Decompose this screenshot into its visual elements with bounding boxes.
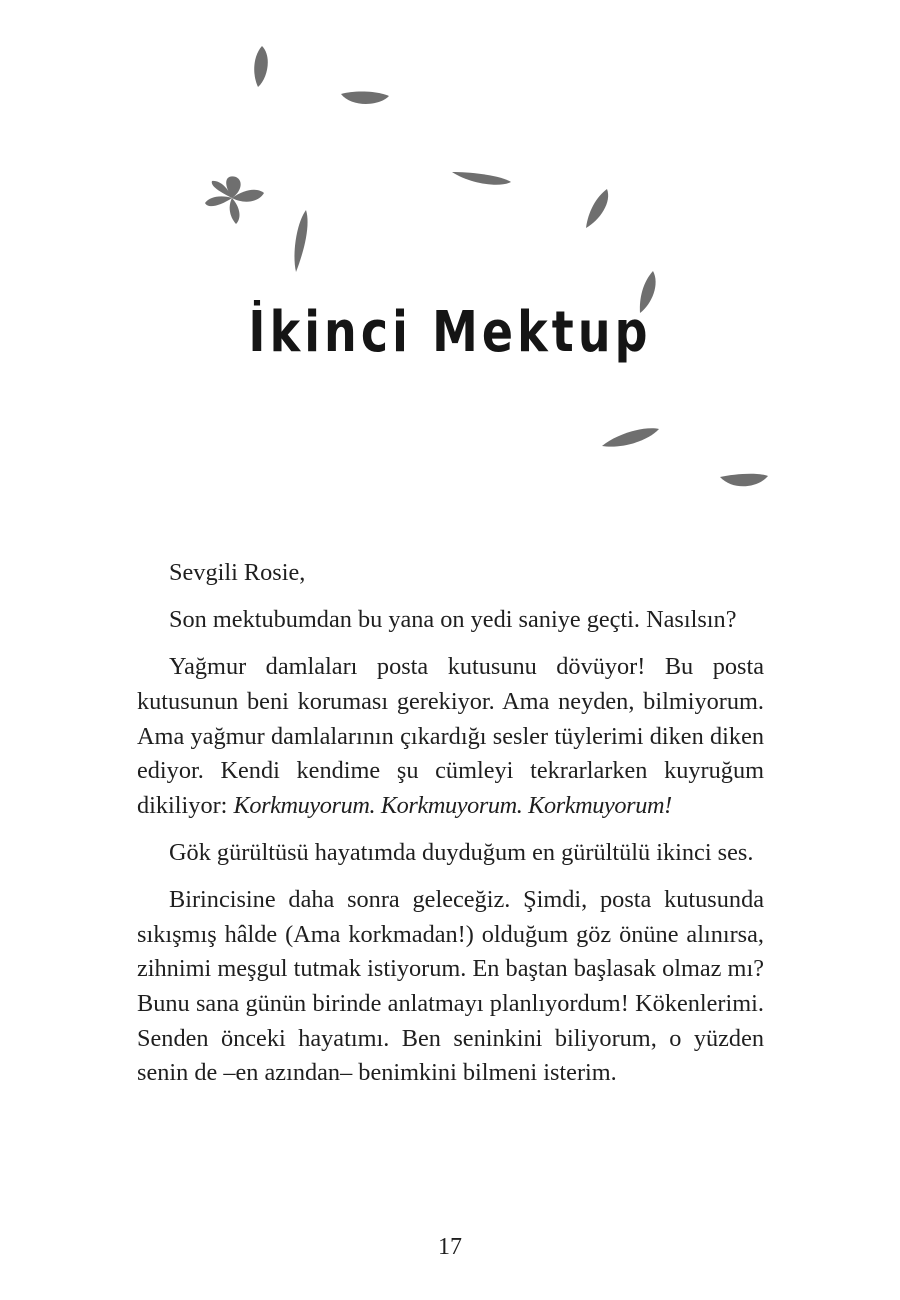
- paragraph-text: Yağmur damlaları posta kutusunu dövüyor! Bu posta kutusunun beni koruması gerekiyor. Ama neyden, bilmiyorum. Ama yağmur damlalarının çıkardığı sesler tüylerimi diken diken ediyor. Kendi kendime şu cümleyi tekrarlarken kuyruğum dikiliyor:: [137, 653, 764, 819]
- petal-icon: [254, 46, 268, 87]
- petal-icon: [452, 172, 511, 185]
- petal-icon: [602, 428, 659, 446]
- letter-greeting: Sevgili Rosie,: [169, 559, 306, 586]
- chapter-title: İkinci Mektup: [248, 300, 652, 365]
- petal-icon: [586, 189, 608, 228]
- flower-icon: [205, 176, 264, 224]
- paragraph: Birincisine daha sonra geleceğiz. Şimdi, posta kutusunda sıkışmış hâlde (Ama korkmadan!) olduğum göz önüne alınırsa, zihnimi meşgul tutmak istiyorum. En baştan başlasak olmaz mı? Bunu sana günün birinde anlatmayı planlıyordum! Kökenlerimi. Senden önceki hayatımı. Ben seninkini biliyorum, o yüzden senin de –en azından– benimkini bilmeni isterim.: [137, 886, 764, 1087]
- paragraph: Son mektubumdan bu yana on yedi saniye geçti. Nasılsın?: [169, 606, 737, 634]
- paragraph: [137, 650, 764, 823]
- petal-icon: [294, 210, 307, 272]
- falling-petals-icon: [0, 0, 900, 520]
- italic-phrase: Korkmuyorum. Korkmuyorum. Korkmuyorum!: [233, 791, 672, 819]
- paragraph: Gök gürültüsü hayatımda duyduğum en gürültülü ikinci ses.: [169, 838, 754, 866]
- petal-icon: [720, 474, 768, 487]
- letter-body: [137, 556, 764, 1103]
- petal-icon: [341, 92, 389, 104]
- page-number: 17: [438, 1234, 462, 1260]
